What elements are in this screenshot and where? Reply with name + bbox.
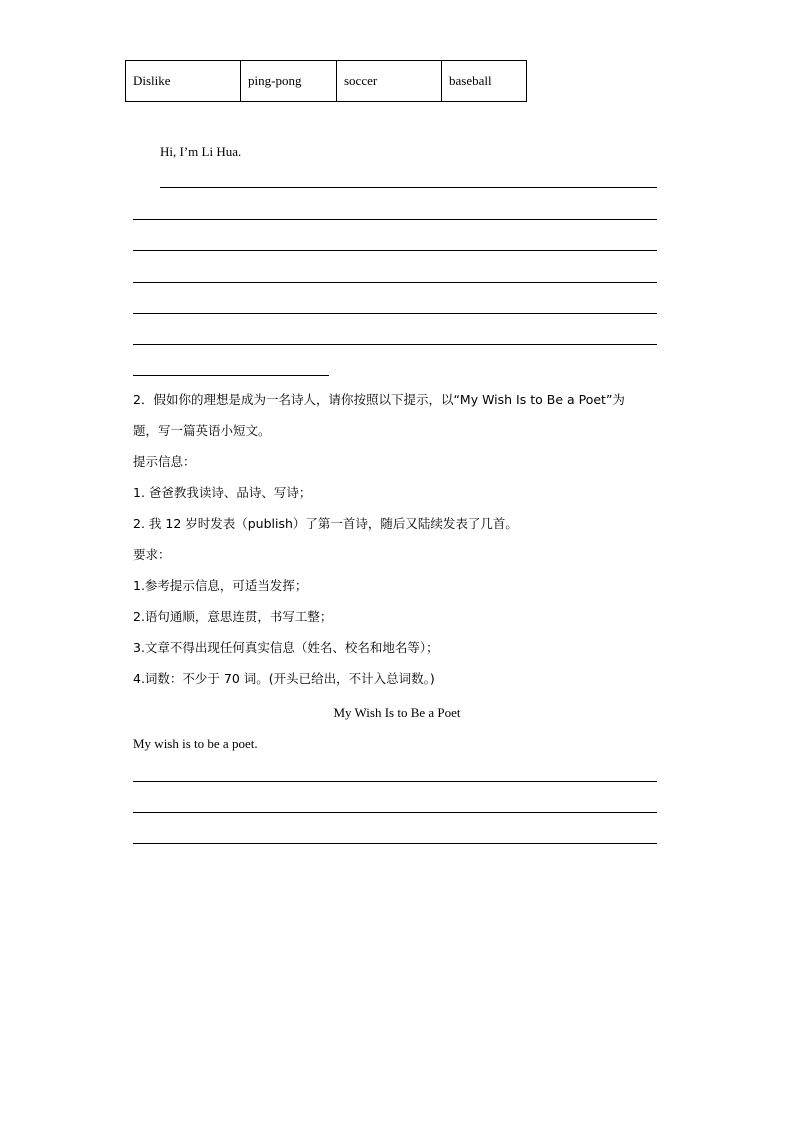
table-row — [126, 61, 527, 102]
writing-line[interactable] — [133, 843, 657, 844]
task-prompt: 2．假如你的理想是成为一名诗人，请你按照以下提示，以“My Wish Is to Be a Poet”为 — [133, 392, 625, 407]
preference-table — [125, 60, 527, 102]
writing-line[interactable] — [133, 781, 657, 782]
table-cell: Dislike — [126, 61, 241, 102]
writing-line[interactable] — [133, 812, 657, 813]
requirement-item: 4.词数：不少于 70 词。(开头已给出，不计入总词数。) — [133, 671, 435, 686]
table-cell: soccer — [337, 61, 442, 102]
table-cell: ping-pong — [241, 61, 337, 102]
writing-line[interactable] — [133, 219, 657, 220]
writing-line[interactable] — [160, 187, 657, 188]
requirement-item: 2.语句通顺，意思连贯，书写工整； — [133, 609, 333, 624]
essay-title: My Wish Is to Be a Poet — [333, 705, 461, 720]
hints-label: 提示信息： — [133, 454, 196, 469]
writing-line[interactable] — [133, 250, 657, 251]
writing-line[interactable] — [133, 313, 657, 314]
writing-line[interactable] — [133, 375, 329, 376]
letter-greeting: Hi, I’m Li Hua. — [160, 144, 242, 159]
task-prompt-continued: 题，写一篇英语小短文。 — [133, 423, 271, 438]
requirement-item: 3.文章不得出现任何真实信息（姓名、校名和地名等）； — [133, 640, 439, 655]
hint-item: 2. 我 12 岁时发表（publish）了第一首诗，随后又陆续发表了几首。 — [133, 516, 518, 531]
requirement-item: 1.参考提示信息，可适当发挥； — [133, 578, 308, 593]
essay-start: My wish is to be a poet. — [133, 736, 258, 751]
requirements-label: 要求： — [133, 547, 171, 562]
writing-line[interactable] — [133, 344, 657, 345]
table-cell: baseball — [442, 61, 527, 102]
writing-line[interactable] — [133, 282, 657, 283]
hint-item: 1. 爸爸教我读诗、品诗、写诗； — [133, 485, 312, 500]
